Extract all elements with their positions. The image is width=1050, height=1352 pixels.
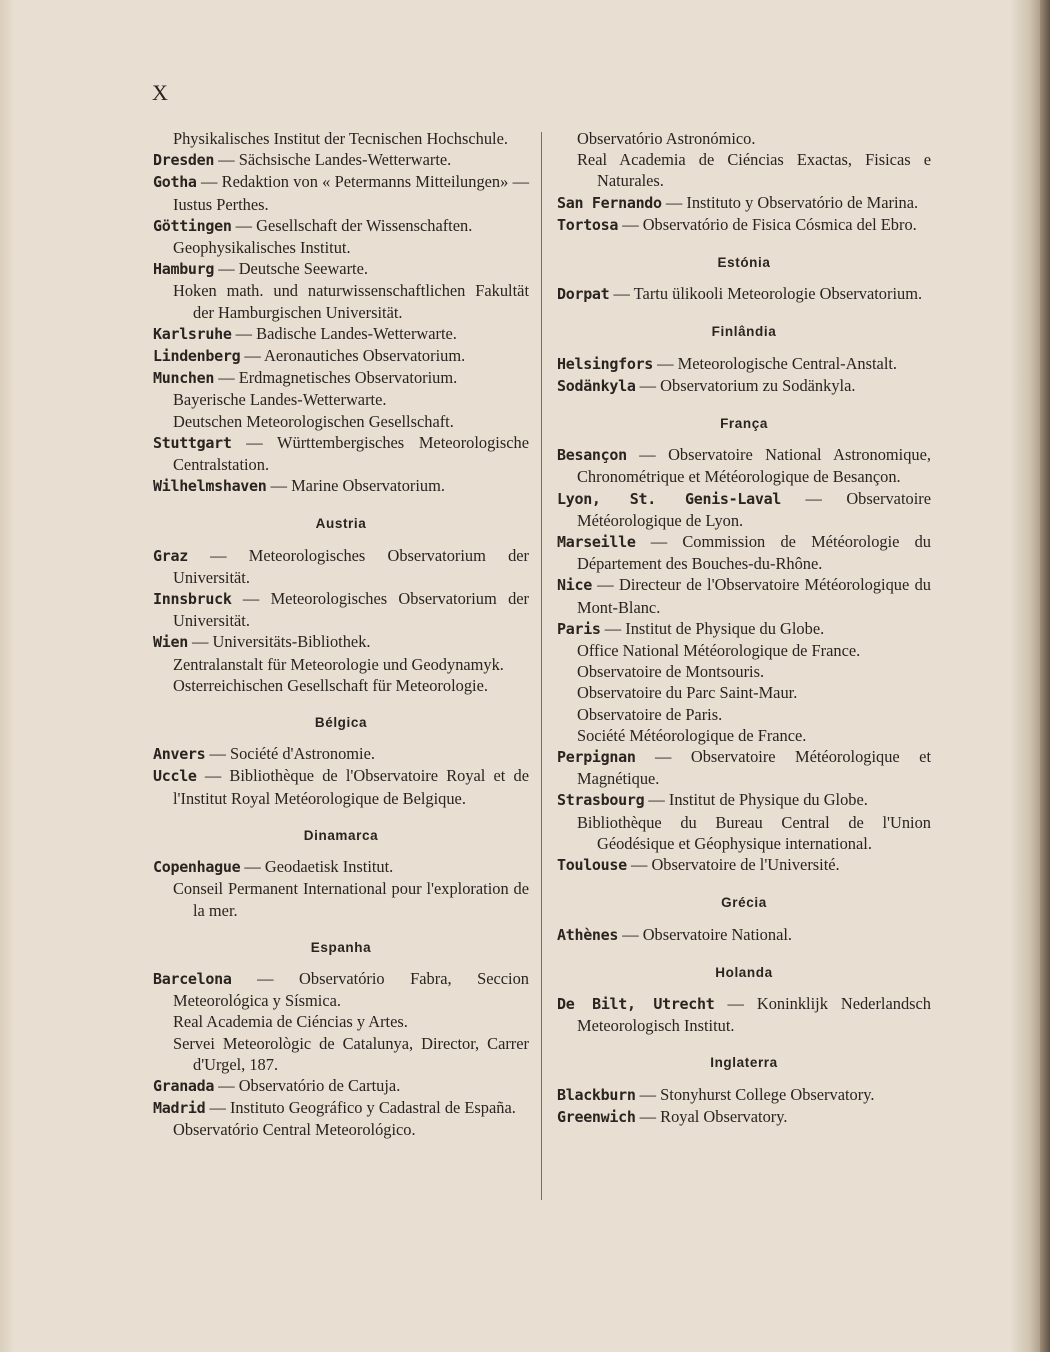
directory-entry [557,574,931,617]
directory-entry [557,214,931,236]
section-heading: Espanha [310,939,372,955]
city-name: Göttingen [153,216,232,235]
directory-entry [557,531,931,574]
section-heading: Bélgica [314,715,368,731]
city-name: Karlsruhe [153,324,232,343]
city-name: Perpignan [557,748,636,767]
institution-text: Bibliothèque du Bureau Central de l'Union Géodésique et Géophysique international. [577,812,931,853]
city-name: Marseille [557,533,636,552]
section-heading: Austria [315,516,367,532]
sub-entry [153,237,529,258]
directory-entry [153,367,529,389]
institution-text: — Geodaetisk Institut. [240,857,394,877]
directory-entry [153,432,529,475]
city-name: Strasbourg [557,791,645,810]
institution-text: — Erdmagnetisches Observatorium. [214,368,458,388]
institution-text: — Institut de Physique du Globe. [600,618,825,638]
city-name: Stuttgart [153,433,232,452]
section-heading: Estónia [717,255,771,271]
institution-text: Servei Meteorològic de Catalunya, Director, Carrer d'Urgel, 187. [173,1033,529,1074]
directory-entry [153,475,529,497]
institution-text: — Instituto Geográfico y Cadastral de España. [205,1098,516,1118]
sub-entry [153,1119,529,1140]
left-column [153,128,529,1141]
directory-entry [557,488,931,531]
column-divider [541,132,542,1200]
sub-entry [153,675,529,696]
city-name: Tortosa [557,215,619,234]
city-name: Nice [557,576,592,595]
institution-text: — Tartu ülikooli Meteorologie Observatorium. [609,284,923,304]
institution-text: — Directeur de l'Observatoire Météorologique du Mont-Blanc. [577,575,931,617]
sub-entry [153,128,529,149]
institution-text: — Observatório de Fisica Cósmica del Ebro. [618,214,917,234]
institution-text: — Badische Landes-Wetterwarte. [231,323,457,343]
institution-text: Observatoire de Paris. [577,704,723,724]
sub-entry [153,1011,529,1032]
institution-text: — Commission de Météorologie du Département des Bouches-du-Rhône. [577,532,931,574]
directory-entry [557,746,931,789]
city-name: Graz [153,546,188,565]
institution-text: — Observatoire de l'Université. [626,855,840,875]
directory-entry [557,618,931,640]
directory-entry [557,444,931,487]
institution-text: Bayerische Landes-Wetterwarte. [173,390,387,410]
directory-entry [557,192,931,214]
institution-text: — Meteorologische Central-Anstalt. [653,353,898,373]
book-spine-shadow [1040,0,1050,1352]
institution-text: Osterreichischen Gesellschaft für Meteorologie. [173,675,488,695]
city-name: Munchen [153,369,215,388]
city-name: Lindenberg [153,347,241,366]
city-name: Greenwich [557,1107,636,1126]
directory-entry [153,1075,529,1097]
section-heading: França [720,416,768,432]
institution-text: — Observatoire Météorologique de Lyon. [577,488,931,530]
section-heading: Grécia [721,895,767,911]
institution-text: — Observatório Fabra, Seccion Meteorológica y Sísmica. [173,968,529,1011]
institution-text: Deutschen Meteorologischen Gesellschaft. [173,411,454,431]
sub-entry [557,149,931,191]
directory-entry [153,856,529,878]
city-name: Wien [153,633,188,652]
city-name: Toulouse [557,856,627,875]
city-name: Besançon [557,446,627,465]
section-heading: Inglaterra [710,1055,778,1071]
institution-text: Real Academia de Ciéncias Exactas, Fisicas e Naturales. [577,150,931,191]
institution-text: — Instituto y Observatório de Marina. [661,192,919,212]
institution-text: — Koninklijk Nederlandsch Meteorologisch Institut. [577,993,931,1036]
institution-text: — Sächsische Landes-Wetterwarte. [214,150,452,170]
city-name: Wilhelmshaven [153,477,267,496]
institution-text: — Redaktion von « Petermanns Mitteilungen» — Iustus Perthes. [173,172,529,214]
sub-entry [557,640,931,661]
institution-text: — Württembergisches Meteorologische Centralstation. [173,432,529,475]
city-name: Gotha [153,173,197,192]
institution-text: Real Academia de Ciéncias y Artes. [173,1012,408,1032]
institution-text: Office National Météorologique de France. [577,641,861,661]
institution-text: — Institut de Physique du Globe. [644,790,868,810]
institution-text: Société Météorologique de France. [577,725,807,745]
directory-entry [153,545,529,588]
institution-text: — Stonyhurst College Observatory. [635,1084,875,1104]
directory-entry [153,743,529,765]
institution-text: Observatório Astronómico. [577,129,756,148]
sub-entry [153,280,529,322]
city-name: Barcelona [153,969,232,988]
city-name: San Fernando [557,193,662,212]
institution-text: — Observatoire National Astronomique, Chronométrique et Météorologique de Besançon. [577,445,931,487]
directory-entry [557,375,931,397]
directory-entry [153,345,529,367]
institution-text: — Société d'Astronomie. [205,744,375,764]
directory-entry [557,854,931,876]
sub-entry [153,389,529,410]
city-name: Granada [153,1076,215,1095]
institution-text: — Meteorologisches Observatorium der Universität. [173,545,529,587]
institution-text: — Observatoire Météorologique et Magnétique. [577,747,931,789]
institution-text: — Bibliothèque de l'Observatoire Royal et de l'Institut Royal Metéorologique de Belgique. [173,766,529,808]
sub-entry [557,725,931,746]
institution-text: Observatório Central Meteorológico. [173,1120,416,1140]
directory-entry [153,1097,529,1119]
directory-entry [557,789,931,811]
sub-entry [153,1033,529,1075]
directory-entry [153,258,529,280]
city-name: Hamburg [153,260,215,279]
city-name: Athènes [557,925,619,944]
institution-text: — Royal Observatory. [635,1106,788,1126]
directory-entry [153,149,529,171]
directory-entry [153,215,529,237]
city-name: De Bilt, Utrecht [557,994,715,1013]
directory-entry [557,993,931,1036]
institution-text: Zentralanstalt für Meteorologie und Geodynamyk. [173,654,504,674]
directory-entry [557,283,931,305]
institution-text: — Aeronautiches Observatorium. [240,346,466,366]
institution-text: — Meteorologisches Observatorium der Universität. [173,589,529,631]
city-name: Paris [557,619,601,638]
institution-text: Observatoire de Montsouris. [577,662,765,682]
sub-entry [557,812,931,854]
sub-entry [557,682,931,703]
city-name: Blackburn [557,1085,636,1104]
section-heading: Finlândia [711,324,777,340]
institution-text: Physikalisches Institut der Tecnischen Hochschule. [173,129,508,148]
institution-text: — Observatório de Cartuja. [214,1075,401,1095]
institution-text: — Universitäts-Bibliothek. [187,632,371,652]
city-name: Sodänkyla [557,376,636,395]
institution-text: — Deutsche Seewarte. [214,259,368,279]
directory-entry [557,353,931,375]
institution-text: Observatoire du Parc Saint-Maur. [577,683,798,703]
directory-entry [153,588,529,631]
institution-text: Geophysikalisches Institut. [173,238,351,258]
institution-text: — Observatorium zu Sodänkyla. [635,375,856,395]
directory-entry [153,765,529,808]
sub-entry [557,661,931,682]
section-heading: Holanda [715,964,773,980]
directory-entry [153,171,529,214]
directory-entry [557,1106,931,1128]
city-name: Anvers [153,745,206,764]
directory-entry [153,631,529,653]
right-column [557,128,931,1128]
directory-entry [153,323,529,345]
sub-entry [153,878,529,920]
city-name: Copenhague [153,858,241,877]
city-name: Helsingfors [557,354,654,373]
sub-entry [153,411,529,432]
city-name: Innsbruck [153,590,232,609]
city-name: Dorpat [557,285,610,304]
institution-text: Conseil Permanent International pour l'exploration de la mer. [173,879,529,920]
section-heading: Dinamarca [303,827,379,843]
city-name: Uccle [153,767,197,786]
institution-text: — Marine Observatorium. [266,476,445,496]
institution-text: — Observatoire National. [618,924,792,944]
directory-entry [153,968,529,1011]
sub-entry [153,654,529,675]
sub-entry [557,704,931,725]
city-name: Lyon, St. Genis-Laval [557,489,782,508]
directory-entry [557,1084,931,1106]
institution-text: — Gesellschaft der Wissenschaften. [231,215,473,235]
page-number: X [152,80,169,105]
city-name: Dresden [153,151,215,170]
directory-entry [557,924,931,946]
sub-entry [557,128,931,149]
institution-text: Hoken math. und naturwissenschaftlichen Fakultät der Hamburgischen Universität. [173,281,529,322]
city-name: Madrid [153,1099,206,1118]
